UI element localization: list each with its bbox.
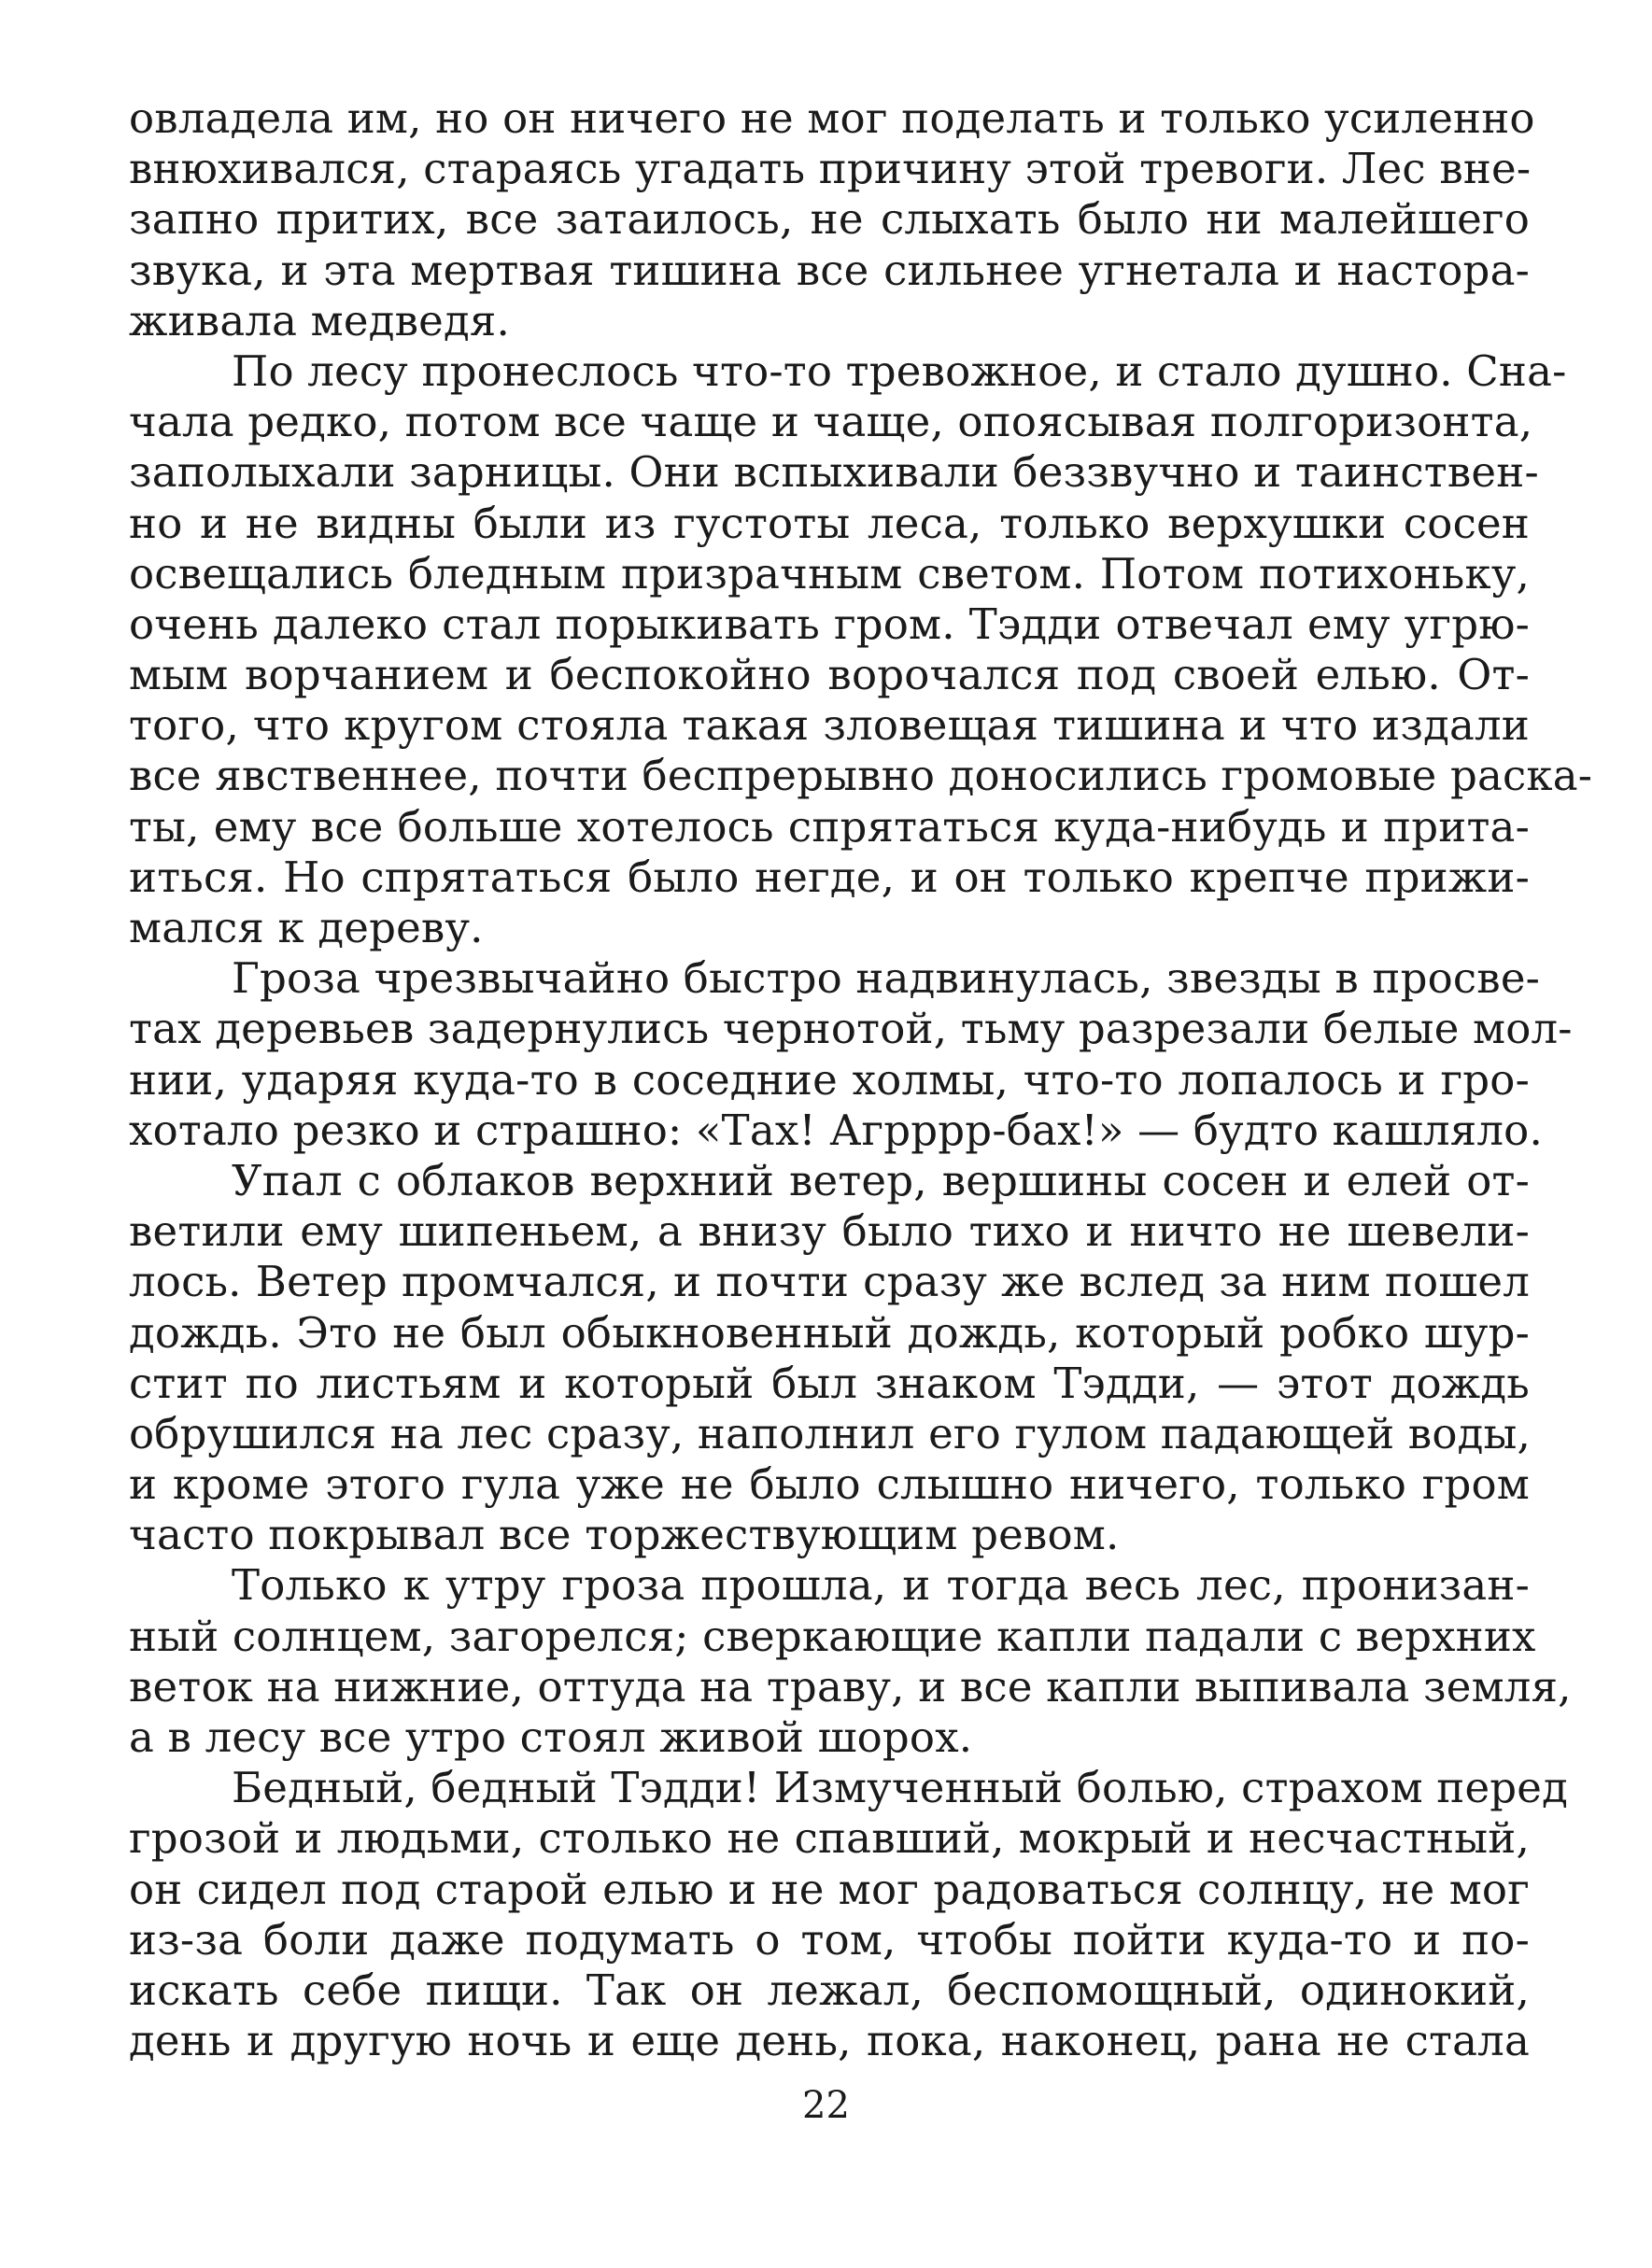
paragraph [129,93,1535,346]
text-line: тах деревьев задернулись чернотой, тьму разрезали белые мол- [129,1004,1573,1054]
text-line: грозой и людьми, столько не спавший, мокрый и несчастный, [129,1813,1530,1864]
text-line: лось. Ветер промчался, и почти сразу же вслед за ним пошел [129,1257,1530,1307]
text-line: из-за боли даже подумать о том, чтобы пойти куда-то и по- [129,1914,1530,1965]
text-line: иться. Но спрятаться было негде, и он только крепче прижи- [129,852,1530,902]
text-line: внюхивался, стараясь угадать причину этой тревоги. Лес вне- [129,144,1532,194]
text-line: ветили ему шипеньем, а внизу было тихо и ничто не шевели- [129,1206,1530,1257]
paragraph [129,1156,1530,1561]
text-line: освещались бледным призрачным светом. Потом потихоньку, [129,548,1530,599]
text-line: стит по листьям и который был знаком Тэдди, — этот дождь [129,1358,1530,1408]
text-line: ты, ему все больше хотелось спрятаться куда-нибудь и прита- [129,801,1530,852]
text-line: По лесу пронеслось что-то тревожное, и стало душно. Сна- [232,345,1567,396]
text-line: Только к утру гроза прошла, и тогда весь лес, пронизан- [232,1560,1530,1611]
text-line: обрушился на лес сразу, наполнил его гулом падающей воды, [129,1408,1532,1458]
text-line: ный солнцем, загорелся; сверкающие капли падали с верхних [129,1611,1536,1661]
paragraph [129,953,1573,1156]
text-line: живала медведя. [129,295,510,345]
text-line: того, что кругом стояла такая зловещая тишина и что издали [129,700,1530,751]
text-line: часто покрывал все торжествующим ревом. [129,1510,1120,1560]
paragraph [129,1560,1572,1763]
text-line: искать себе пищи. Так он лежал, беспомощный, одинокий, [129,1965,1530,2015]
text-line: звука, и эта мертвая тишина все сильнее угнетала и настора- [129,245,1530,295]
text-line: хотало резко и страшно: «Тах! Агрррр-бах!» — будто кашляло. [129,1105,1543,1155]
text-line: нии, ударяя куда-то в соседние холмы, что-то лопалось и гро- [129,1054,1530,1105]
paragraph [129,345,1593,953]
text-line: а в лесу все утро стоял живой шорох. [129,1712,973,1762]
text-line: веток на нижние, оттуда на траву, и все капли выпивала земля, [129,1661,1572,1712]
text-line: Упал с облаков верхний ветер, вершины сосен и елей от- [232,1155,1530,1205]
text-line: запно притих, все затаилось, не слыхать было ни малейшего [129,194,1530,245]
text-line: овладела им, но он ничего не мог поделать и только усиленно [129,93,1535,143]
text-line: заполыхали зарницы. Они вспыхивали беззвучно и таинствен- [129,447,1539,498]
page-number: 22 [802,2084,850,2127]
body-text [129,93,1593,2066]
text-line: день и другую ночь и еще день, пока, наконец, рана не стала [129,2016,1530,2066]
text-line: и кроме этого гула уже не было слышно ничего, только гром [129,1459,1530,1510]
text-line: Гроза чрезвычайно быстро надвинулась, звезды в просве- [232,953,1541,1004]
text-line: Бедный, бедный Тэдди! Измученный болью, страхом перед [232,1763,1569,1813]
text-line: очень далеко стал порыкивать гром. Тэдди отвечал ему угрю- [129,599,1530,649]
text-line: он сидел под старой елью и не мог радоваться солнцу, не мог [129,1864,1530,1914]
paragraph [129,1763,1569,2066]
text-line: дождь. Это не был обыкновенный дождь, который робко шур- [129,1307,1530,1358]
text-line: но и не видны были из густоты леса, только верхушки сосен [129,498,1530,548]
text-line: мым ворчанием и беспокойно ворочался под своей елью. От- [129,650,1530,700]
text-line: мался к дереву. [129,903,484,952]
text-line: чала редко, потом все чаще и чаще, опоясывая полгоризонта, [129,397,1533,447]
text-line: все явственнее, почти беспрерывно доносились громовые раска- [129,751,1593,801]
